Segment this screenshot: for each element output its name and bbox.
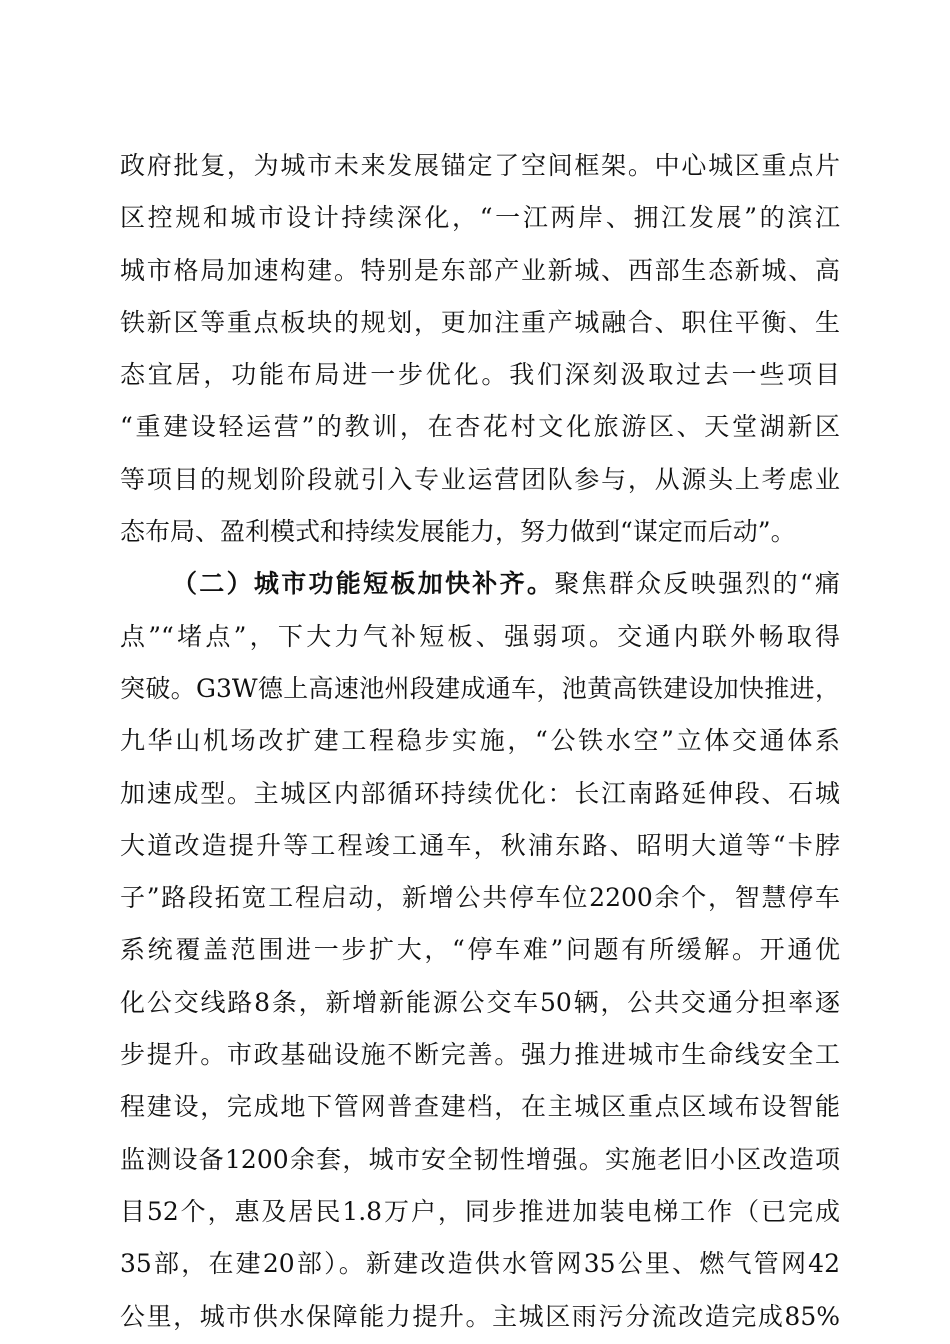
text-line: 监测设备1200余套，城市安全韧性增强。实施老旧小区改造项 (120, 1144, 840, 1174)
text-line (120, 611, 840, 663)
text-line: 子”路段拓宽工程启动，新增公共停车位2200余个，智慧停车 (120, 883, 840, 913)
text-line: 加速成型。主城区内部循环持续优化：长江南路延伸段、石城 (120, 778, 840, 808)
text-line: 大道改造提升等工程竣工通车，秋浦东路、昭明大道等“卡脖 (120, 830, 840, 860)
text-line: 35部，在建20部）。新建改造供水管网35公里、燃气管网42 (120, 1249, 840, 1279)
body-text (120, 140, 840, 1343)
text-line: 九华山机场改扩建工程稳步实施，“公铁水空”立体交通体系 (120, 726, 840, 756)
section-heading-line (120, 558, 840, 610)
text-line: 态宜居，功能布局进一步优化。我们深刻汲取过去一些项目 (120, 360, 840, 390)
section-heading: （二）城市功能短板加快补齐。 (172, 569, 555, 599)
text-fragment: 聚焦群众反映强烈的“痛 (554, 569, 840, 599)
text-line: 突破。G3W德上高速池州段建成通车，池黄高铁建设加快推进， (120, 673, 840, 703)
text-line: 化公交线路8条，新增新能源公交车50辆，公共交通分担率逐 (120, 987, 840, 1017)
text-line: 公里，城市供水保障能力提升。主城区雨污分流改造完成85% (120, 1301, 840, 1331)
text-line: 等项目的规划阶段就引入专业运营团队参与，从源头上考虑业 (120, 464, 840, 494)
text-line: 步提升。市政基础设施不断完善。强力推进城市生命线安全工 (120, 1040, 840, 1070)
text-line: 目52个，惠及居民1.8万户，同步推进加装电梯工作（已完成 (120, 1196, 840, 1226)
text-line: 系统覆盖范围进一步扩大，“停车难”问题有所缓解。开通优 (120, 935, 840, 965)
text-line: 态布局、盈利模式和持续发展能力，努力做到“谋定而后动”。 (120, 517, 796, 547)
text-line: 区控规和城市设计持续深化，“一江两岸、拥江发展”的滨江 (120, 203, 840, 233)
text-line: 铁新区等重点板块的规划，更加注重产城融合、职住平衡、生 (120, 307, 840, 337)
text-line: 城市格局加速构建。特别是东部产业新城、西部生态新城、高 (120, 255, 840, 285)
text-line: “重建设轻运营”的教训，在杏花村文化旅游区、天堂湖新区 (120, 412, 840, 442)
text-fragment: 点” (120, 621, 162, 651)
text-line: 政府批复，为城市未来发展锚定了空间框架。中心城区重点片 (120, 151, 840, 180)
text-fragment: “堵点”，下大力气补短板、强弱项。交通内联外畅取得 (161, 621, 840, 651)
text-line: 程建设，完成地下管网普查建档，在主城区重点区域布设智能 (120, 1092, 840, 1122)
